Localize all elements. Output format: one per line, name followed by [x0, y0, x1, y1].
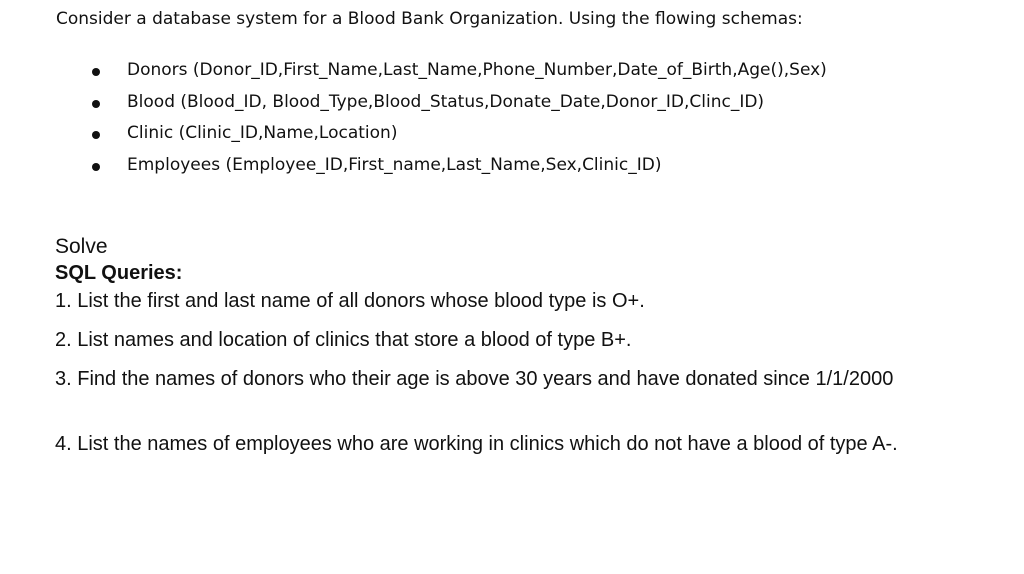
question-4: 4. List the names of employees who are working in clinics which do not have a blood of type A-. — [55, 433, 898, 455]
intro-text: Consider a database system for a Blood Bank Organization. Using the flowing schemas: — [56, 9, 803, 29]
question-1: 1. List the first and last name of all donors whose blood type is O+. — [55, 290, 645, 312]
schema-text: Donors (Donor_ID,First_Name,Last_Name,Phone_Number,Date_of_Birth,Age(),Sex) — [127, 60, 827, 80]
bullet-icon — [92, 163, 100, 171]
schema-text: Employees (Employee_ID,First_name,Last_Name,Sex,Clinic_ID) — [127, 155, 662, 175]
bullet-icon — [92, 100, 100, 108]
sql-queries-heading: SQL Queries: — [55, 262, 183, 284]
bullet-icon — [92, 68, 100, 76]
question-2: 2. List names and location of clinics that store a blood of type B+. — [55, 329, 632, 351]
solve-label: Solve — [55, 235, 108, 258]
schema-text: Clinic (Clinic_ID,Name,Location) — [127, 123, 398, 143]
bullet-icon — [92, 131, 100, 139]
question-3: 3. Find the names of donors who their age is above 30 years and have donated since 1/1/2000 — [55, 368, 894, 390]
schema-text: Blood (Blood_ID, Blood_Type,Blood_Status,Donate_Date,Donor_ID,Clinc_ID) — [127, 92, 765, 112]
